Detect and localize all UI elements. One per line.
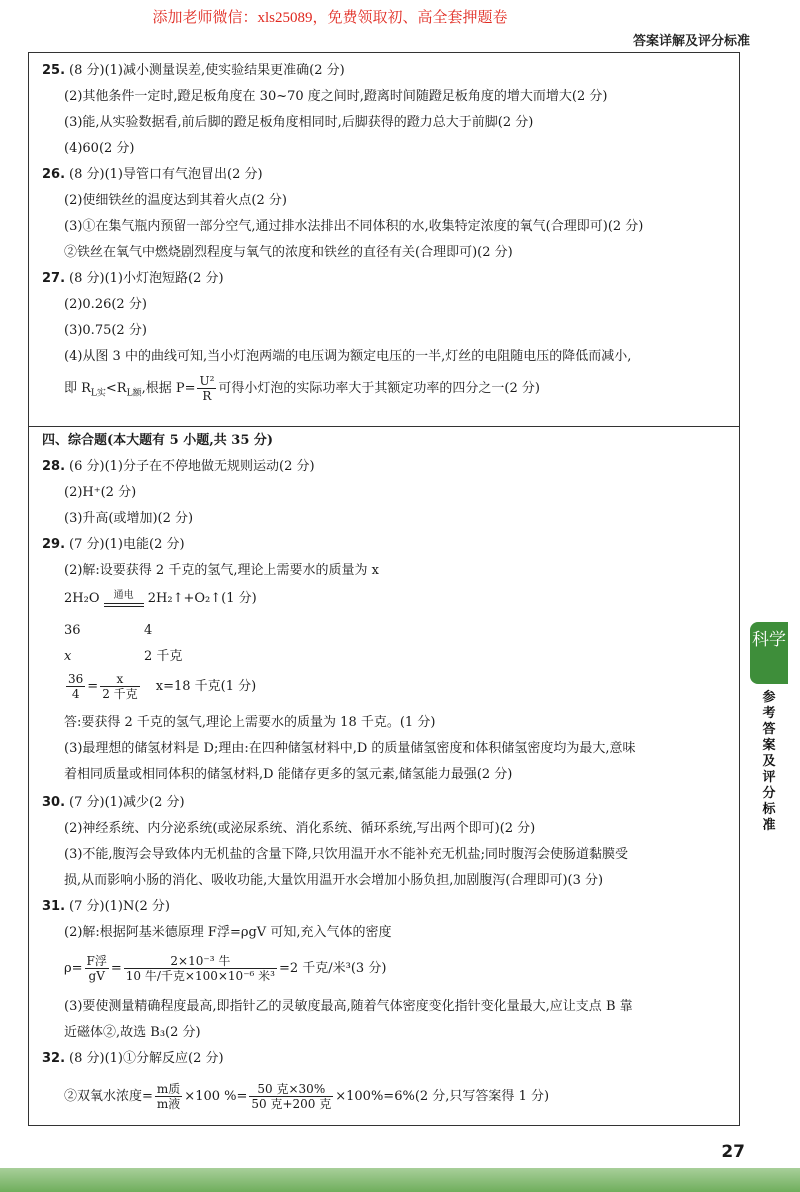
q30-line2: (2)神经系统、内分泌系统(或泌尿系统、消化系统、循环系统,写出两个即可)(2 分) [64, 821, 536, 836]
q28-line3: (3)升高(或增加)(2 分) [64, 511, 194, 526]
q29-line2: (2)解:设要获得 2 千克的氢气,理论上需要水的质量为 x [64, 563, 379, 578]
q31-line4: 近磁体②,故选 B₃(2 分) [64, 1025, 201, 1040]
q25-line3: (3)能,从实验数据看,前后脚的蹬足板角度相同时,后脚获得的蹬力总大于前脚(2 分) [64, 115, 534, 130]
power-formula: $\frac{\text{U²}}{R}$ [199, 374, 215, 403]
q29-line1: 29. (7 分)(1)电能(2 分) [42, 537, 185, 552]
side-label: 参考答案及评分标准 [762, 690, 776, 833]
q27-line3: (3)0.75(2 分) [64, 323, 147, 338]
q27-line4: (4)从图 3 中的曲线可知,当小灯泡两端的电压调为额定电压的一半,灯丝的电阻随电压的降低而减小, [64, 349, 632, 364]
q27-line2: (2)0.26(2 分) [64, 297, 147, 312]
q27-line1: 27. (8 分)(1)小灯泡短路(2 分) [42, 271, 224, 286]
q31-line2: (2)解:根据阿基米德原理 F浮=ρgV 可知,充入气体的密度 [64, 925, 392, 940]
q26-line1: 26. (8 分)(1)导管口有气泡冒出(2 分) [42, 167, 263, 182]
q28-line1: 28. (6 分)(1)分子在不停地做无规则运动(2 分) [42, 459, 315, 474]
q29-line3: (3)最理想的储氢材料是 D;理由:在四种储氢材料中,D 的质量储氢密度和体积储氢密度均为最大,意味 [64, 741, 636, 756]
q25-line2: (2)其他条件一定时,蹬足板角度在 30~70 度之间时,蹬离时间随蹬足板角度的增大而增大(2 分) [64, 89, 608, 104]
q31-line1: 31. (7 分)(1)N(2 分) [42, 899, 170, 914]
q29-ratio-row1: 36 4 [64, 623, 153, 638]
q26-line4: ②铁丝在氧气中燃烧剧烈程度与氧气的浓度和铁丝的直径有关(合理即可)(2 分) [64, 245, 513, 260]
q31-line3: (3)要使测量精确程度最高,即指针乙的灵敏度最高,随着气体密度变化指针变化量最大,应让支点 B 靠 [64, 999, 633, 1014]
q26-line3: (3)①在集气瓶内预留一部分空气,通过排水法排出不同体积的水,收集特定浓度的氧气(合理即可)(2 分) [64, 219, 644, 234]
q31-density-formula: ρ= $\frac{\text{F浮}}{gV}$ = $\frac{\text{2×10⁻³ 牛}}{\text{10 牛/千克×100×10⁻⁶ 米³}}$ =2 千克/米³(3 分) [64, 954, 387, 983]
q29-line4: 着相同质量或相同体积的储氢材料,D 能储存更多的氢元素,储氢能力最强(2 分) [64, 767, 513, 782]
q29-answer: 答:要获得 2 千克的氢气,理论上需要水的质量为 18 千克。(1 分) [64, 715, 436, 730]
q30-line3: (3)不能,腹泻会导致体内无机盐的含量下降,只饮用温开水不能补充无机盐;同时腹泻会使肠道黏膜受 [64, 847, 629, 862]
q25-line1: 25. (8 分)(1)减小测量误差,使实验结果更准确(2 分) [42, 63, 345, 78]
q30-line1: 30. (7 分)(1)减少(2 分) [42, 795, 185, 810]
q25-line4: (4)60(2 分) [64, 141, 135, 156]
q29-fraction-line: $\frac{36}{4}$ = $\frac{x}{\text{2 千克}}$ x=18 千克(1 分) [68, 672, 257, 701]
q32-concentration-formula: ②双氧水浓度= $\frac{\text{m质}}{\text{m液}}$ ×100 %= $\frac{\text{50 克×30\%}}{\text{50 克+200 克}}$ ×100%=6%(2 分,只写答案得 1 分) [64, 1082, 550, 1111]
q26-line2: (2)使细铁丝的温度达到其着火点(2 分) [64, 193, 287, 208]
q30-line4: 损,从而影响小肠的消化、吸收功能,大量饮用温开水会增加小肠负担,加剧腹泻(合理即可)(3 分) [64, 873, 604, 888]
subject-tab: 科学 [750, 622, 788, 684]
watermark: 添加老师微信：xls25089，免费领取初、高全套押题卷 [152, 10, 508, 26]
section-title: 四、综合题(本大题有 5 小题,共 35 分) [42, 433, 274, 448]
section-divider [28, 426, 740, 427]
page-number: 27 [721, 1142, 745, 1162]
q29-equation: 2H₂O 通电 2H₂↑+O₂↑(1 分) [64, 589, 257, 606]
reaction-arrow: 通电 [104, 591, 144, 607]
page-header: 答案详解及评分标准 [632, 34, 750, 49]
q28-line2: (2)H⁺(2 分) [64, 485, 137, 500]
q32-line1: 32. (8 分)(1)①分解反应(2 分) [42, 1051, 224, 1066]
bottom-strip [0, 1168, 800, 1192]
q27-line5: 即 $R_{L实}<R_{L额}$,根据 P= $\frac{\text{U²}}{R}$ 可得小灯泡的实际功率大于其额定功率的四分之一(2 分) [64, 374, 540, 403]
q29-ratio-row2: x 2 千克 [64, 649, 183, 664]
